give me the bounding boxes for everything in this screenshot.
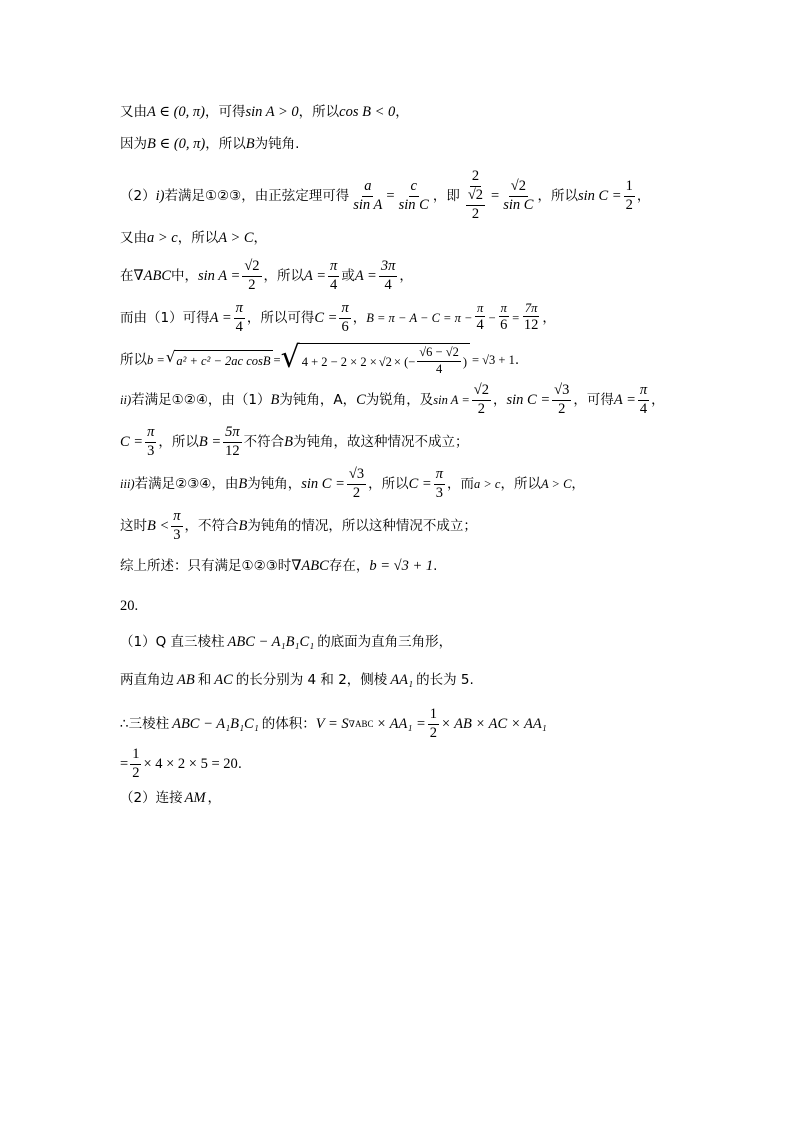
- fraction: [501, 179, 535, 214]
- text: ，: [542, 310, 556, 326]
- solution-line-4: [120, 228, 267, 248]
- math: sin C =: [577, 188, 622, 204]
- fraction: [145, 425, 156, 460]
- text: 若满足①②④，由（1）: [131, 392, 271, 408]
- math: =: [120, 756, 129, 772]
- numerator: π: [638, 383, 649, 401]
- math: ABC − A₁B₁C₁: [172, 716, 259, 732]
- text: 在: [120, 268, 134, 284]
- text: ，而: [446, 476, 474, 492]
- numerator: √3: [347, 467, 366, 485]
- math: a > c: [473, 477, 501, 491]
- solution-line-3: [120, 168, 650, 224]
- denominator: 2: [471, 205, 480, 222]
- numerator: c: [409, 179, 419, 197]
- math: AM: [184, 790, 206, 806]
- numerator: √2: [466, 188, 485, 206]
- math: × AA₁ =: [376, 716, 426, 732]
- text: ，所以: [158, 434, 199, 450]
- text: 的长为 5.: [416, 672, 474, 688]
- text: ，: [399, 268, 413, 284]
- solution-line-10: [120, 464, 585, 504]
- math: √2: [378, 354, 392, 369]
- numerator: 1: [624, 179, 635, 197]
- text: 存在，: [328, 558, 370, 574]
- denominator: 4: [476, 317, 484, 334]
- text: ，: [207, 790, 222, 806]
- numerator: π: [145, 425, 156, 443]
- text: 若满足①②③，由正弦定理可得: [164, 188, 350, 204]
- math: B <: [147, 518, 170, 534]
- text: 的底面为直角三角形，: [317, 634, 453, 650]
- text: .: [237, 756, 243, 772]
- fraction: [397, 179, 431, 214]
- math: =: [273, 353, 281, 367]
- denominator: 3: [435, 484, 443, 501]
- text: ，不符合: [184, 518, 239, 534]
- text: ，: [395, 104, 409, 120]
- text: ，所以: [263, 268, 305, 284]
- fraction: [638, 383, 649, 418]
- math: sin C =: [301, 476, 345, 492]
- subscript: ∇ABC: [348, 719, 374, 729]
- math: a > c: [147, 230, 178, 246]
- denominator: 4: [384, 276, 392, 293]
- text: 综上所述：只有满足①②③时: [120, 558, 292, 574]
- math: ∇ABC: [133, 268, 172, 284]
- square-root: √ 4 + 2 − 2 × 2 × √2 × (− $\frac{√6 - √2}{4}$ ): [281, 343, 470, 377]
- text: 不符合: [243, 434, 285, 450]
- text: 和: [197, 672, 212, 688]
- math: ABC − A₁B₁C₁: [227, 634, 315, 650]
- math: B = π − A − C = π −: [366, 311, 473, 325]
- math: A =: [613, 392, 636, 408]
- solution-line-14: [120, 632, 452, 652]
- fraction: [339, 301, 350, 336]
- numerator: 7π: [523, 302, 540, 318]
- fraction: [474, 302, 485, 335]
- math: =: [491, 188, 500, 204]
- numerator: π: [171, 509, 182, 527]
- denominator: 4: [435, 362, 443, 376]
- text: 为钝角.: [254, 136, 300, 152]
- math: sin C =: [506, 392, 551, 408]
- denominator: 12: [225, 442, 240, 459]
- solution-line-11: [120, 506, 477, 546]
- denominator: 4: [235, 318, 243, 335]
- denominator: 2: [248, 276, 256, 293]
- math: AC: [214, 672, 233, 688]
- solution-line-7: [120, 340, 519, 380]
- text: ，所以: [368, 476, 409, 492]
- text: ，: [352, 310, 367, 326]
- numerator: π: [339, 301, 350, 319]
- text: ，所以: [177, 230, 219, 246]
- math: A =: [354, 268, 377, 284]
- solution-line-8: [120, 380, 665, 420]
- fraction: [624, 179, 635, 214]
- math: A > C: [218, 230, 254, 246]
- text: .: [433, 558, 438, 574]
- denominator: 2: [352, 484, 361, 501]
- numerator: π: [434, 467, 445, 485]
- text: 或: [341, 268, 355, 284]
- solution-line-2: [120, 134, 299, 154]
- text: ，可得: [573, 392, 614, 408]
- text: （2）: [120, 188, 156, 204]
- math: V = S: [315, 716, 349, 732]
- text: 20.: [120, 598, 139, 614]
- math: sin A > 0: [245, 104, 299, 120]
- denominator: 2: [558, 400, 566, 417]
- denominator: 6: [500, 317, 508, 334]
- fraction: [472, 383, 491, 418]
- numerator: √3: [552, 383, 571, 401]
- denominator: [462, 187, 489, 223]
- text: ，所以: [298, 104, 340, 120]
- text: ，即: [432, 188, 460, 204]
- fraction: [351, 179, 384, 214]
- denominator: 2: [429, 724, 438, 741]
- text: ，可得: [205, 104, 246, 120]
- numerator: √2: [509, 179, 528, 197]
- solution-line-6: [120, 298, 556, 338]
- math: B: [238, 518, 248, 534]
- fraction: [552, 383, 571, 418]
- fraction: [130, 747, 141, 782]
- denominator: 3: [173, 526, 181, 543]
- text: 为钝角，故这种情况不成立；: [293, 434, 469, 450]
- solution-line-15: [120, 670, 474, 690]
- text: ，所以: [500, 476, 541, 492]
- numerator: π: [475, 302, 485, 318]
- radicand: a² + c² − 2ac cosB: [174, 350, 272, 371]
- fraction: [347, 467, 366, 502]
- numerator: π: [234, 301, 245, 319]
- math: b = √3 + 1: [369, 558, 434, 574]
- text: 的长分别为 4 和 2，侧棱: [235, 672, 388, 688]
- numerator: 2: [470, 169, 481, 187]
- fraction: [434, 467, 445, 502]
- solution-line-1: [120, 102, 409, 122]
- math: B: [245, 136, 255, 152]
- math: 4 + 2 − 2 × 2 ×: [301, 354, 377, 369]
- math: C =: [314, 310, 338, 326]
- math: B =: [198, 434, 222, 450]
- denominator: sin C: [503, 196, 534, 213]
- math: iii): [120, 477, 135, 491]
- solution-line-5: [120, 256, 413, 296]
- denominator: 2: [477, 400, 485, 417]
- denominator: 12: [523, 317, 539, 334]
- math: A ∈ (0, π): [147, 104, 205, 120]
- denominator: 6: [341, 318, 349, 335]
- denominator: sin A: [353, 196, 383, 213]
- solution-line-9: [120, 422, 469, 462]
- text: 又由: [120, 104, 147, 120]
- denominator: 2: [625, 196, 633, 213]
- math: C: [356, 392, 366, 408]
- math: AA₁: [390, 672, 414, 688]
- text: 因为: [120, 136, 147, 152]
- text: 又由: [120, 230, 147, 246]
- math: sin A =: [433, 393, 470, 407]
- text: 为钝角的情况，所以这种情况不成立；: [247, 518, 477, 534]
- math: × 4 × 2 × 5 = 20: [143, 756, 238, 772]
- numerator: 3π: [379, 259, 398, 277]
- text: .: [514, 352, 520, 368]
- radicand: [299, 343, 470, 377]
- numerator: 1: [428, 707, 439, 725]
- math: ): [462, 354, 467, 369]
- text: 为钝角，: [247, 476, 302, 492]
- text: ，: [253, 230, 268, 246]
- fraction: [171, 509, 182, 544]
- text: ，所以: [537, 188, 578, 204]
- text: 所以: [120, 352, 147, 368]
- solution-line-16: [120, 702, 547, 746]
- math: B: [238, 476, 248, 492]
- denominator: 2: [132, 764, 140, 781]
- math: C =: [408, 476, 432, 492]
- fraction: [498, 302, 509, 335]
- math: B ∈ (0, π): [147, 136, 206, 152]
- math: A > C: [540, 477, 572, 491]
- math: = √3 + 1: [472, 353, 515, 367]
- math: b =: [147, 353, 165, 367]
- math: C =: [120, 434, 144, 450]
- math: i): [155, 188, 165, 204]
- fraction: [466, 188, 485, 223]
- text: ，: [636, 188, 651, 204]
- fraction: [428, 707, 439, 742]
- text: 为锐角，及: [365, 392, 434, 408]
- fraction: [379, 259, 398, 294]
- text: 中，: [171, 268, 199, 284]
- numerator: √2: [242, 259, 261, 277]
- text: 两直角边: [120, 672, 174, 688]
- denominator: 4: [639, 400, 648, 417]
- math: B: [270, 392, 280, 408]
- text: 而由（1）可得: [120, 310, 210, 326]
- fraction: [242, 259, 261, 294]
- text: 为钝角，A，: [279, 392, 357, 408]
- text: （1）Q 直三棱柱: [120, 634, 225, 650]
- fraction: [417, 346, 461, 377]
- denominator: 4: [330, 276, 338, 293]
- text: ，所以: [205, 136, 246, 152]
- text: （2）连接: [120, 790, 183, 806]
- text: ，: [492, 392, 507, 408]
- math: AB: [177, 672, 195, 688]
- math: =: [511, 311, 520, 325]
- math: B: [284, 434, 294, 450]
- fraction: [223, 425, 242, 460]
- fraction: [234, 301, 245, 336]
- numerator: √2: [472, 383, 491, 401]
- math: −: [487, 311, 497, 325]
- math: =: [386, 188, 395, 204]
- fraction: [328, 259, 339, 294]
- numerator: π: [328, 259, 339, 277]
- problem-number-20: [120, 596, 138, 616]
- solution-line-12: [120, 556, 437, 576]
- denominator: sin C: [398, 196, 429, 213]
- math: ii): [120, 393, 132, 407]
- numerator: 5π: [223, 425, 242, 443]
- text: ∴三棱柱: [120, 716, 170, 732]
- math: × (−: [393, 354, 416, 369]
- text: ，: [651, 392, 665, 408]
- text: 的体积：: [261, 716, 316, 732]
- text: ，: [571, 476, 585, 492]
- fraction: [522, 302, 541, 335]
- text: 若满足②③④，由: [134, 476, 239, 492]
- text: 这时: [120, 518, 147, 534]
- numerator: π: [499, 302, 509, 318]
- numerator: √6 − √2: [417, 346, 461, 362]
- math: A =: [209, 310, 232, 326]
- denominator: 3: [147, 442, 155, 459]
- solution-line-18: [120, 788, 221, 808]
- math: A =: [304, 268, 327, 284]
- solution-line-17: [120, 744, 242, 784]
- math: sin A =: [198, 268, 241, 284]
- math: × AB × AC × AA₁: [441, 716, 547, 732]
- compound-fraction: [462, 169, 489, 223]
- numerator: 1: [130, 747, 141, 765]
- math: ∇ABC: [291, 558, 329, 574]
- math: cos B < 0: [339, 104, 396, 120]
- text: ，所以可得: [246, 310, 315, 326]
- numerator: a: [362, 179, 373, 197]
- square-root: √ a² + c² − 2ac cosB: [166, 350, 273, 371]
